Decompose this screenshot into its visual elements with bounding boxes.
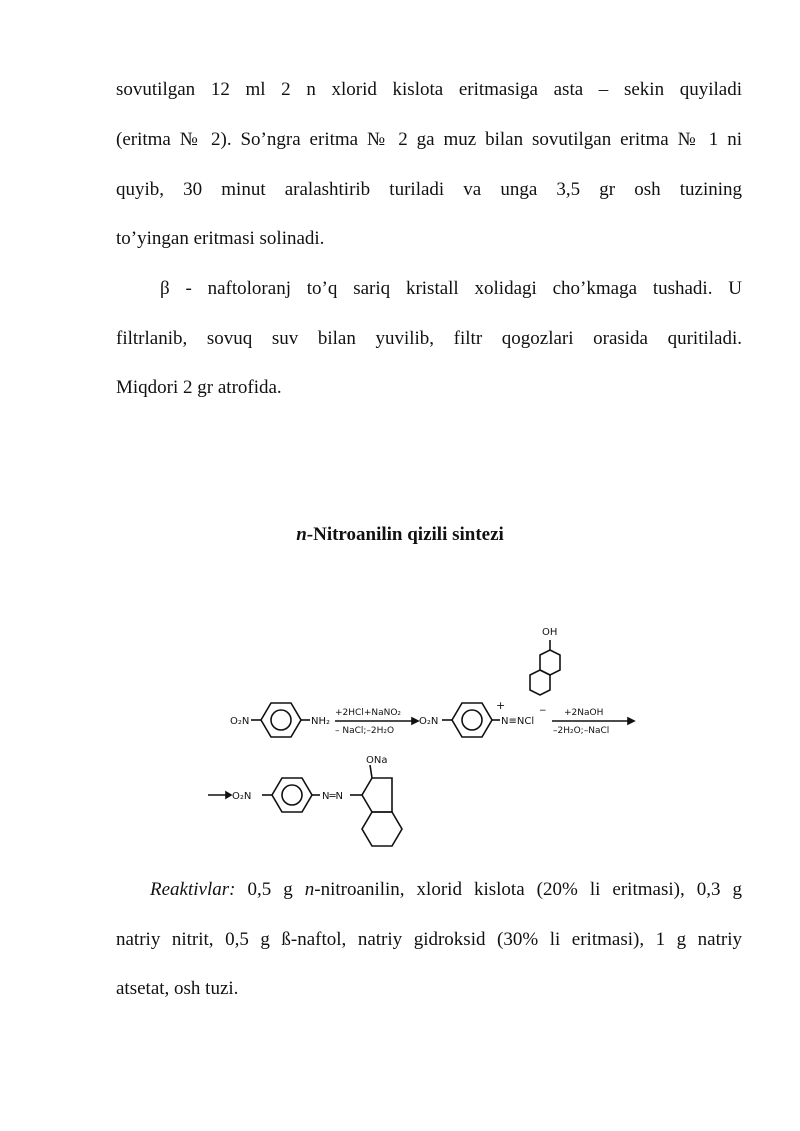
arrow2-top-label: +2NaOH: [564, 708, 604, 718]
arrow2-bottom-label: –2H₂O;–NaCl: [553, 726, 610, 736]
product-ona-label: ONa: [366, 755, 388, 766]
benzene-ring-2: [452, 703, 492, 737]
section-heading: [0, 523, 800, 547]
paragraph1-line-4: to’yingan eritmasi solinadi.: [116, 228, 325, 249]
paragraph1-line-3: quyib, 30 minut aralashtirib turiladi va unga 3,5 gr osh tuzining: [116, 179, 742, 200]
heading-italic: n: [296, 524, 307, 545]
azo-group: N═N: [322, 791, 343, 802]
reactant1-suffix: NH₂: [311, 716, 331, 727]
naphthol-oh-label: OH: [542, 627, 558, 638]
arrow1-bottom-label: – NaCl;–2H₂O: [335, 726, 395, 736]
reactant1-prefix: O₂N: [230, 716, 250, 727]
product-prefix: O₂N: [232, 791, 252, 802]
product-naphthalene-top: [362, 778, 392, 812]
paragraph2-line-1: β - naftoloranj to’q sariq kristall xolidagi cho’kmaga tushadi. U: [160, 278, 742, 299]
paragraph2-line-2: filtrlanib, sovuq suv bilan yuvilib, filtr qogozlari orasida quritiladi.: [116, 328, 742, 349]
reagents-line-1: [150, 878, 742, 902]
naphthol-ring-bottom: [530, 670, 550, 695]
reagents-line1-tail: -nitroanilin, xlorid kislota (20% li eritmasi), 0,3 g: [314, 879, 742, 900]
plus-charge: +: [496, 699, 506, 712]
reagents-line1-italic: n: [304, 879, 315, 900]
reagents-line-2: natriy nitrit, 0,5 g ß-naftol, natriy gidroksid (30% li eritmasi), 1 g natriy: [116, 929, 742, 950]
benzene-ring-1: [261, 703, 301, 737]
paragraph2-line-3: Miqdori 2 gr atrofida.: [116, 377, 282, 398]
benzene-ring-3: [272, 778, 312, 812]
minus-charge: −: [539, 706, 547, 716]
paragraph1-line-2: (eritma № 2). So’ngra eritma № 2 ga muz bilan sovutilgan eritma № 1 ni: [116, 129, 742, 150]
diazonium-suffix: N≡NCl: [501, 716, 535, 727]
reagents-line-3: atsetat, osh tuzi.: [116, 978, 239, 999]
diazonium-prefix: O₂N: [419, 716, 439, 727]
reaction-scheme: [200, 615, 650, 860]
heading-text: -Nitroanilin qizili sintezi: [306, 524, 504, 545]
arrow1-top-label: +2HCl+NaNO₂: [335, 708, 402, 718]
reagents-line1-rest: 0,5 g: [235, 879, 305, 900]
paragraph1-line-1: sovutilgan 12 ml 2 n xlorid kislota eritmasiga asta – sekin quyiladi: [116, 79, 742, 100]
reagents-label: Reaktivlar:: [150, 879, 236, 900]
